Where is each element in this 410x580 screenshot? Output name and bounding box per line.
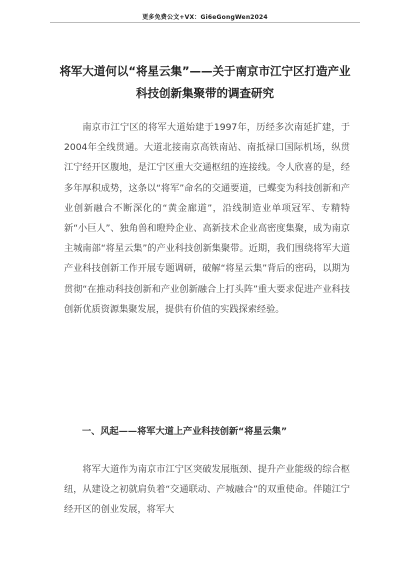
header-note: 更多免费公文+VX：Gi6eGongWen2024 [142, 14, 268, 21]
body-paragraph: 将军大道作为南京市江宁区突破发展瓶颈、提升产业能级的综合枢纽，从建设之初就肩负着“交通联动、产城融合”的双重使命。伴随江宁经开区的创业发展，将军大 [64, 464, 350, 516]
section-heading: 一、风起——将军大道上产业科技创新“将星云集” [82, 426, 288, 437]
document-title: 将军大道何以“将星云集”——关于南京市江宁区打造产业科技创新集聚带的调查研究 [59, 64, 351, 100]
header-divider [50, 22, 360, 23]
body-paragraph: 南京市江宁区的将军大道始建于1997年，历经多次南延扩建，于2004年全线贯通。大道北接南京高铁南站、南抵禄口国际机场，纵贯江宁经开区腹地，是江宁区重大交通枢纽的连接线。令人欣喜的是，经多年厚积成势，这条以“将军”命名的交通要道，已蝶变为科技创新和产业创新融合不断深化的“黄金廊道”，沿线制造业单项冠军、专精特新“小巨人”、独角兽和瞪羚企业、高新技术企业高密度集聚，成为南京主城南部“将星云集”的产业科技创新集聚带。近期，我们围绕将军大道产业科技创新工作开展专题调研，破解“将星云集”背后的密码，以期为贯彻“在推动科技创新和产业创新融合上打头阵”重大要求促进产业科技创新优质资源集聚发展，提供有价值的实践探索经验。 [64, 122, 350, 315]
